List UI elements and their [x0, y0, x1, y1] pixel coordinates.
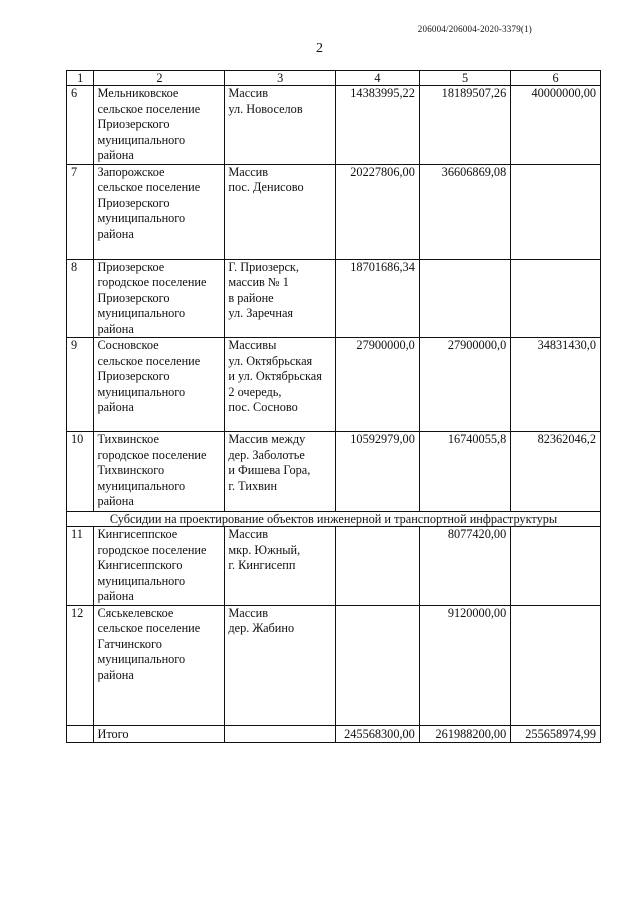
- column-header: 6: [511, 71, 601, 86]
- settlement-name: Тихвинское городское поселение Тихвинского муниципального района: [94, 432, 225, 512]
- row-number: 9: [67, 338, 94, 432]
- row-number: 6: [67, 86, 94, 165]
- location: Массив дер. Жабино: [225, 605, 336, 725]
- value-col6: [511, 605, 601, 725]
- location: Г. Приозерск, массив № 1 в районе ул. Заречная: [225, 259, 336, 338]
- row-number: 12: [67, 605, 94, 725]
- table-row: [67, 338, 601, 432]
- settlement-name: Сосновское сельское поселение Приозерского муниципального района: [94, 338, 225, 432]
- subsidy-table: [66, 70, 601, 743]
- value-col6: [511, 527, 601, 606]
- total-empty-cell: [225, 725, 336, 742]
- value-col4: 10592979,00: [336, 432, 420, 512]
- column-header: 1: [67, 71, 94, 86]
- column-header: 5: [419, 71, 510, 86]
- table-row: [67, 164, 601, 259]
- settlement-name: Кингисеппское городское поселение Кингисеппского муниципального района: [94, 527, 225, 606]
- value-col5: [419, 259, 510, 338]
- table-row: [67, 86, 601, 165]
- settlement-name: Сяськелевское сельское поселение Гатчинского муниципального района: [94, 605, 225, 725]
- settlement-name: Мельниковское сельское поселение Приозерского муниципального района: [94, 86, 225, 165]
- column-header: 3: [225, 71, 336, 86]
- value-col6: [511, 259, 601, 338]
- row-number: 8: [67, 259, 94, 338]
- section-header-row: [67, 512, 601, 527]
- value-col5: 18189507,26: [419, 86, 510, 165]
- column-header: 2: [94, 71, 225, 86]
- table-row: [67, 605, 601, 725]
- row-number: 11: [67, 527, 94, 606]
- value-col5: 27900000,0: [419, 338, 510, 432]
- value-col6: [511, 164, 601, 259]
- column-header: 4: [336, 71, 420, 86]
- table-header-row: [67, 71, 601, 86]
- section-title: Субсидии на проектирование объектов инженерной и транспортной инфраструктуры: [67, 512, 601, 527]
- value-col5: 8077420,00: [419, 527, 510, 606]
- location: Массив ул. Новоселов: [225, 86, 336, 165]
- value-col4: [336, 527, 420, 606]
- row-number: 7: [67, 164, 94, 259]
- table-row: [67, 527, 601, 606]
- total-col6: 255658974,99: [511, 725, 601, 742]
- location: Массив пос. Денисово: [225, 164, 336, 259]
- value-col5: 36606869,08: [419, 164, 510, 259]
- value-col4: 14383995,22: [336, 86, 420, 165]
- value-col4: 20227806,00: [336, 164, 420, 259]
- table-row: [67, 259, 601, 338]
- value-col6: 40000000,00: [511, 86, 601, 165]
- total-num-cell: [67, 725, 94, 742]
- row-number: 10: [67, 432, 94, 512]
- settlement-name: Запорожское сельское поселение Приозерского муниципального района: [94, 164, 225, 259]
- location: Массивы ул. Октябрьская и ул. Октябрьская 2 очередь, пос. Сосново: [225, 338, 336, 432]
- total-label: Итого: [94, 725, 225, 742]
- settlement-name: Приозерское городское поселение Приозерского муниципального района: [94, 259, 225, 338]
- document-id: 206004/206004-2020-3379(1): [417, 24, 532, 34]
- value-col4: 18701686,34: [336, 259, 420, 338]
- location: Массив между дер. Заболотье и Фишева Гора, г. Тихвин: [225, 432, 336, 512]
- page-number: 2: [316, 41, 323, 56]
- total-col5: 261988200,00: [419, 725, 510, 742]
- value-col4: [336, 605, 420, 725]
- total-row: [67, 725, 601, 742]
- table-row: [67, 432, 601, 512]
- value-col4: 27900000,0: [336, 338, 420, 432]
- value-col5: 9120000,00: [419, 605, 510, 725]
- value-col6: 82362046,2: [511, 432, 601, 512]
- value-col5: 16740055,8: [419, 432, 510, 512]
- total-col4: 245568300,00: [336, 725, 420, 742]
- location: Массив мкр. Южный, г. Кингисепп: [225, 527, 336, 606]
- value-col6: 34831430,0: [511, 338, 601, 432]
